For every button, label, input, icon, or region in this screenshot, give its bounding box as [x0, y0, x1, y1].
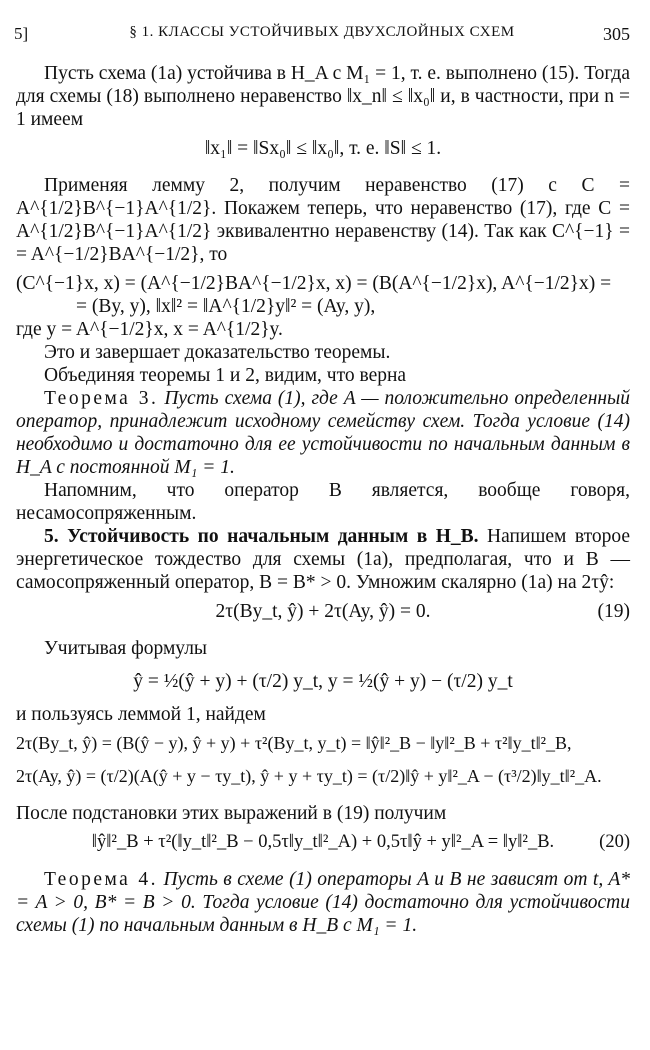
theorem-4-label: Теорема 4. [44, 869, 158, 890]
theorem-4-text: Пусть в схеме (1) операторы A и B не зависят от t, A* = A > 0, B* = B > 0. Тогда условие (14) достаточно для устойчивости схемы (1) по начальным данным в H_B с M₁ = 1. [16, 869, 631, 936]
page-number: 305 [603, 24, 630, 44]
section-marker: 5] [14, 24, 29, 43]
theorem-4 [16, 868, 630, 937]
equation-19-number: (19) [597, 601, 630, 622]
equation-20-number: (20) [599, 832, 630, 852]
paragraph-9: После подстановки этих выражений в (19) получим [16, 803, 447, 824]
equation-20 [16, 831, 630, 854]
equation-20-body: ‖ŷ‖²_B + τ²(‖y_t‖²_B − 0,5τ‖y_t‖²_A) + 0,5τ‖ŷ + y‖²_A = ‖y‖²_B. [91, 832, 555, 852]
theorem-3-text: Пусть схема (1), где A — положительно определенный оператор, принадлежит исходному семейству схем. Тогда условие (14) необходимо и достаточно для ее устойчивости по начальным данным в H_A с постоянной M₁ = 1. [16, 388, 630, 478]
paragraph-8: и пользуясь леммой 1, найдем [16, 704, 266, 725]
paragraph-3: где y = A^{−1/2}x, x = A^{1/2}y. [16, 319, 283, 340]
paragraph-2: Применяя лемму 2, получим неравенство (17) с C = A^{1/2}B^{−1}A^{1/2}. Покажем теперь, что неравенство (17), где C = A^{1/2}B^{−1}A^{1/2} эквивалентно неравенству (14). Так как C^{−1} = = A^{−1/2}BA^{−1/2}, то [16, 175, 630, 265]
equation-b: 2τ(By_t, ŷ) = (B(ŷ − y), ŷ + y) + τ²(By_t, y_t) = ‖ŷ‖²_B − ‖y‖²_B + τ²‖y_t‖²_B, [16, 733, 572, 753]
section-5-text: Напишем второе энергетическое тождество для схемы (1a), предполагая, что и B — самосопряженный оператор, B = B* > 0. Умножим скалярно (1a) на 2τŷ: [16, 526, 630, 593]
running-title: § 1. КЛАССЫ УСТОЙЧИВЫХ ДВУХСЛОЙНЫХ СХЕМ [129, 24, 515, 40]
equation-19-body: 2τ(By_t, ŷ) + 2τ(Ay, ŷ) = 0. [215, 601, 431, 622]
paragraph-4: Это и завершает доказательство теоремы. [44, 342, 391, 363]
paragraph-1: Пусть схема (1a) устойчива в H_A с M₁ = 1, т. е. выполнено (15). Тогда для схемы (18) выполнено неравенство ‖x_n‖ ≤ ‖x₀‖ и, в частности, при n = 1 имеем [16, 63, 630, 130]
section-5 [16, 525, 630, 594]
paragraph-6: Напомним, что оператор B является, вообще говоря, несамосопряженным. [16, 480, 630, 524]
paragraph-7: Учитывая формулы [44, 638, 208, 659]
equation-a: 2τ(Ay, ŷ) = (τ/2)(A(ŷ + y − τy_t), ŷ + y + τy_t) = (τ/2)‖ŷ + y‖²_A − (τ³/2)‖y_t‖²_A. [16, 766, 602, 786]
theorem-3-label: Теорема 3. [44, 388, 159, 409]
equation-formulas: ŷ = ½(ŷ + y) + (τ/2) y_t, y = ½(ŷ + y) − (τ/2) y_t [133, 671, 513, 692]
equation-2a: (C^{−1}x, x) = (A^{−1/2}BA^{−1/2}x, x) = (B(A^{−1/2}x), A^{−1/2}x) = [16, 273, 612, 294]
running-header [14, 24, 630, 48]
equation-2b: = (By, y), ‖x‖² = ‖A^{1/2}y‖² = (Ay, y), [76, 296, 376, 317]
theorem-3 [16, 387, 630, 479]
section-5-heading: 5. Устойчивость по начальным данным в H_B. [44, 526, 479, 547]
paragraph-5: Объединяя теоремы 1 и 2, видим, что верна [44, 365, 407, 386]
equation-19 [16, 600, 630, 623]
equation-norm: ‖x₁‖ = ‖Sx₀‖ ≤ ‖x₀‖, т. е. ‖S‖ ≤ 1. [204, 138, 442, 159]
page-body [16, 62, 630, 937]
